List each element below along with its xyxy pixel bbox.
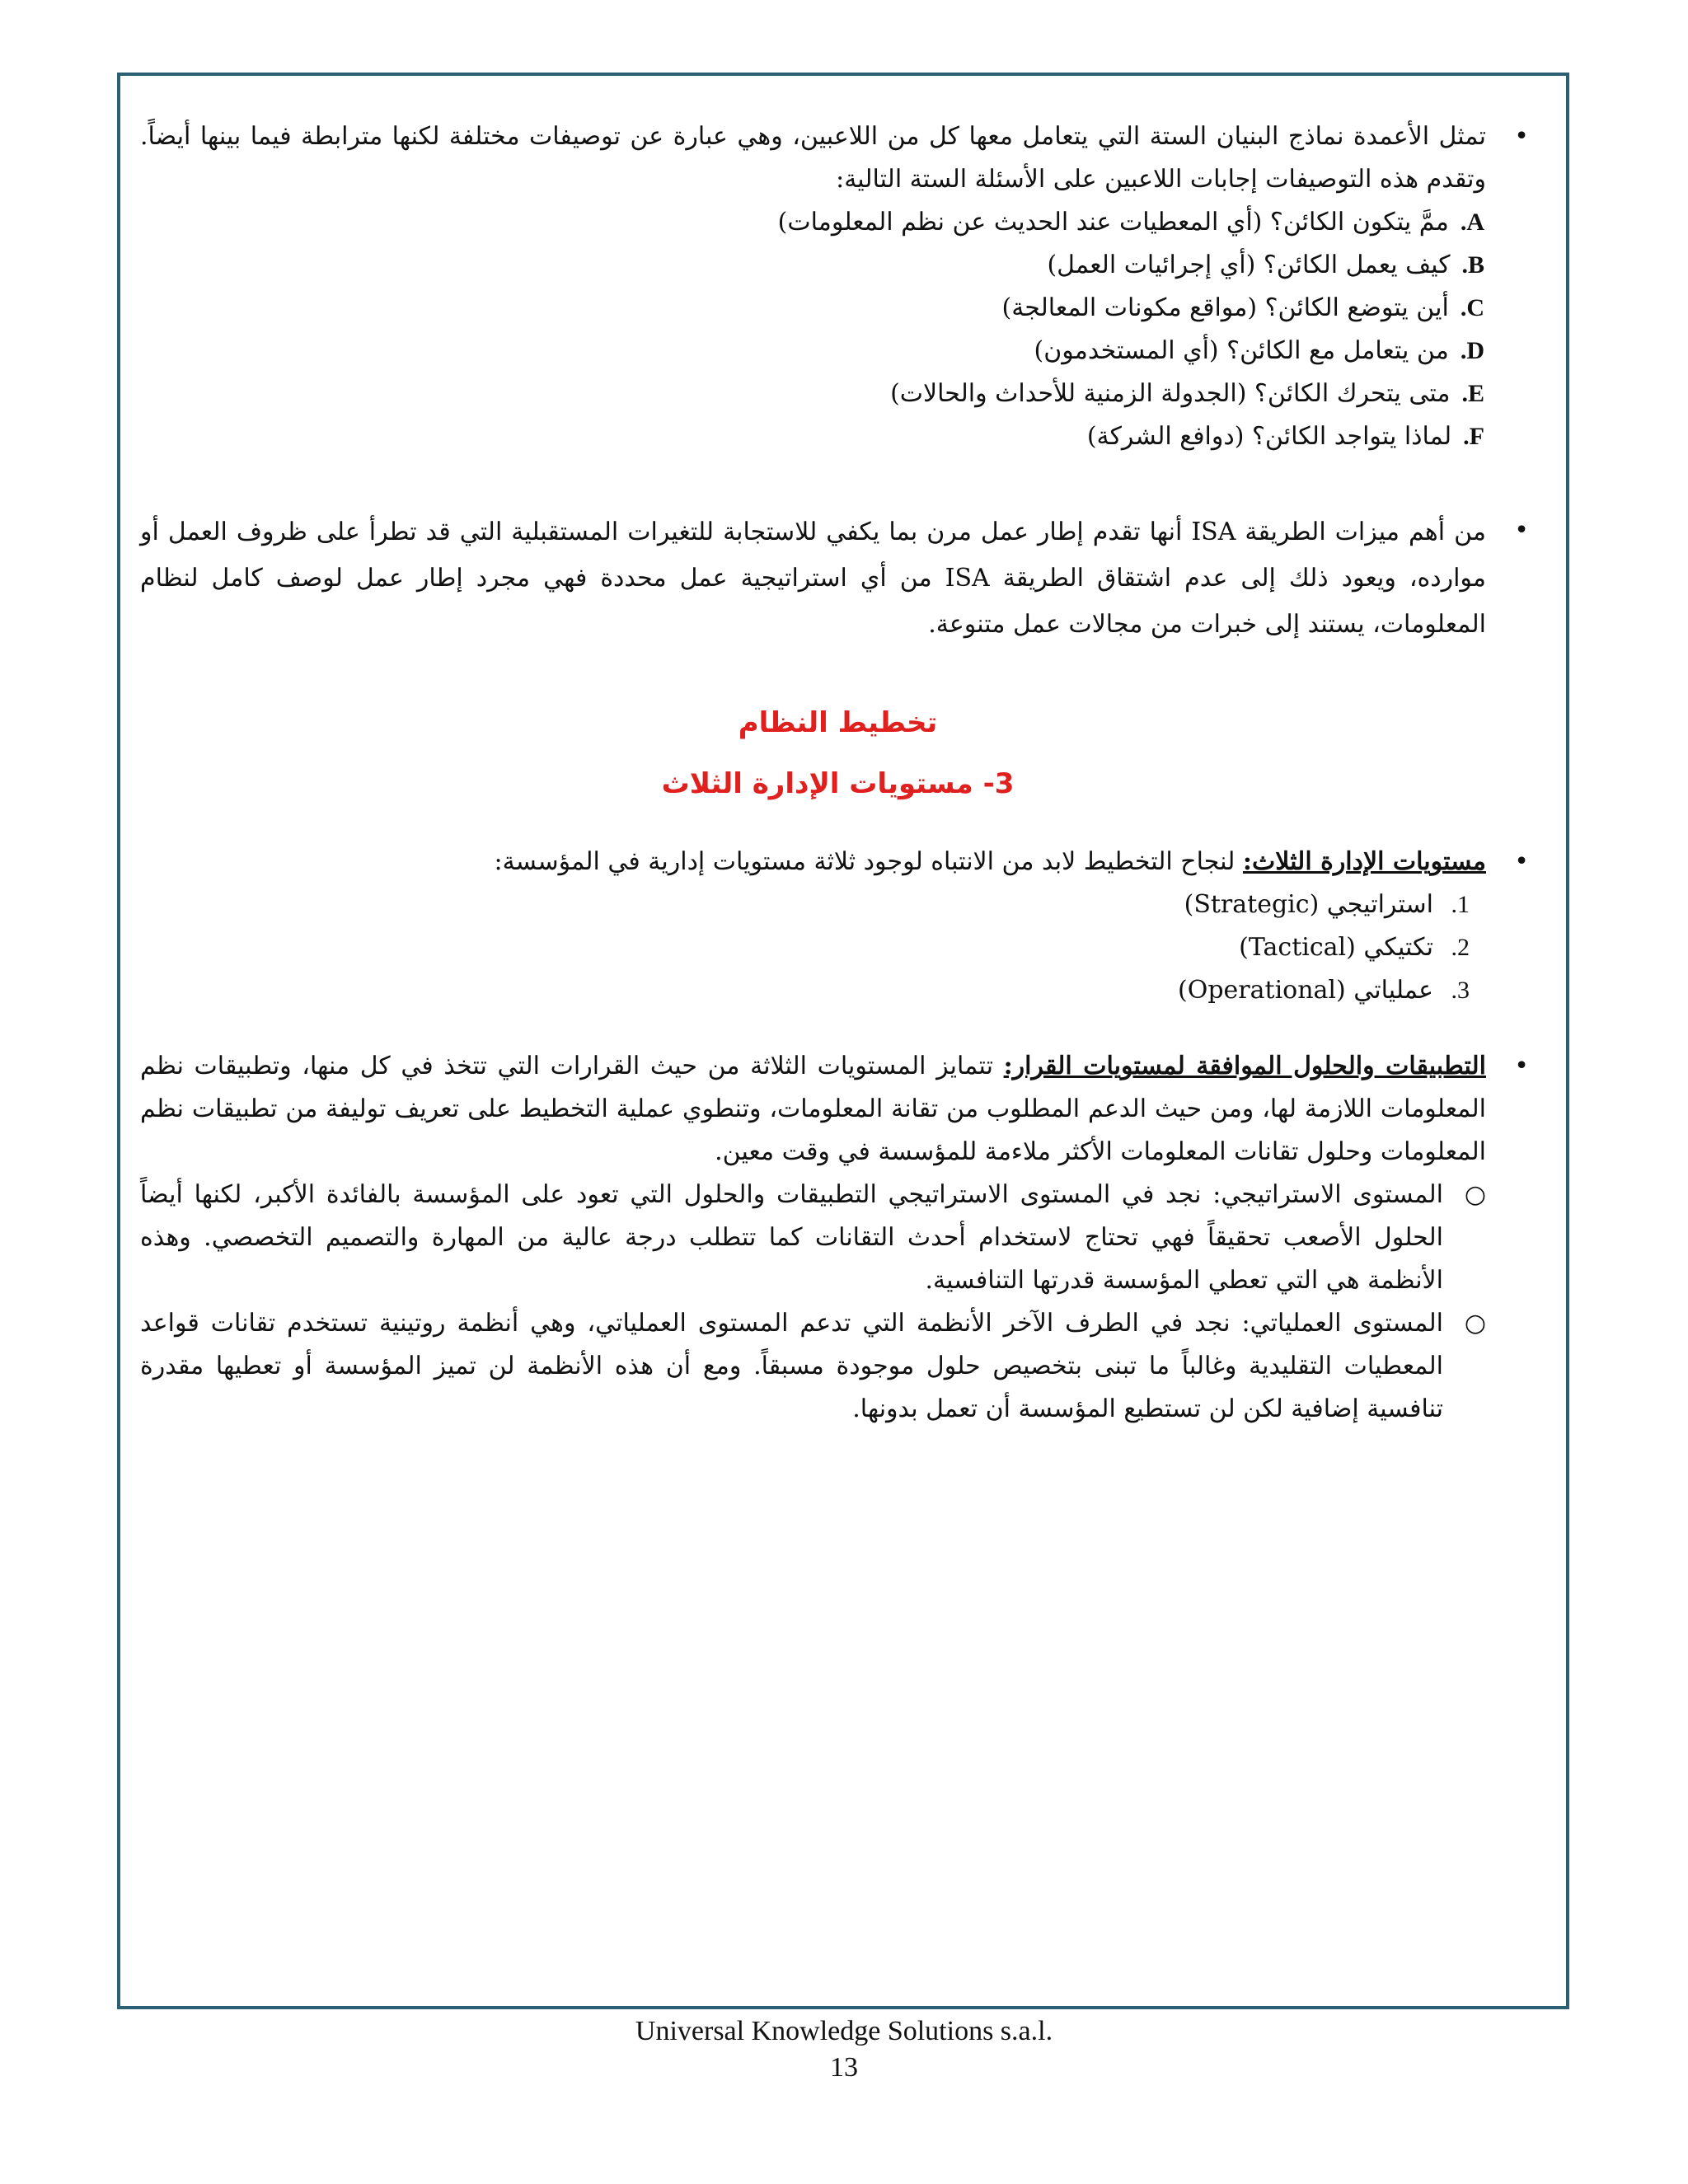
footer-company: Universal Knowledge Solutions s.a.l. <box>635 2016 1053 2046</box>
circle-bullet-icon: ○ <box>1464 1180 1486 1209</box>
bullet-management-levels <box>140 841 1536 1012</box>
management-levels-lead: مستويات الإدارة الثلاث: <box>1242 847 1486 876</box>
bullet-dot-icon: • <box>1514 847 1529 876</box>
applications-solutions-lead: التطبيقات والحلول الموافقة لمستويات القرار: <box>1003 1052 1486 1080</box>
list-item: D. من يتعامل مع الكائن؟ (أي المستخدمون) <box>1034 336 1484 365</box>
section-heading: تخطيط النظام <box>738 706 938 739</box>
bullet-dot-icon: • <box>1514 516 1529 545</box>
bullet-columns-intro <box>140 115 1536 458</box>
bullet-dot-icon: • <box>1514 122 1529 151</box>
columns-intro-text: تمثل الأعمدة نماذج البنيان الستة التي يتعامل معها كل من اللاعبين، وهي عبارة عن توصيفات مختلفة لكنها مترابطة فيما بينها أيضاً. وتقدم هذه التوصيفات إجابات اللاعبين على الأسئلة الستة التالية: <box>140 122 1486 194</box>
circle-bullet-icon: ○ <box>1464 1309 1486 1338</box>
bullet-dot-icon: • <box>1514 1052 1529 1080</box>
list-item: 3. عملياتي (Operational) <box>1178 976 1470 1005</box>
list-item: ○ المستوى الاستراتيجي: نجد في المستوى الاستراتيجي التطبيقات والحلول التي تعود على المؤسسة بالفائدة الأكبر، لكنها أيضاً الحلول الأصعب تحقيقاً فهي تحتاج لاستخدام أحدث التقانات كما تتطلب درجة عالية من المهارة والتصميم التخصصي. وهذه الأنظمة هي التي تعطي المؤسسة قدرتها التنافسية. <box>140 1174 1486 1302</box>
bullet-isa-features <box>140 509 1536 648</box>
page-number: 13 <box>830 2052 858 2083</box>
management-levels-list <box>140 883 1486 1012</box>
applications-solutions-text: التطبيقات والحلول الموافقة لمستويات القرار: تتمايز المستويات الثلاثة من حيث القرارات التي تتخذ في كل منها، وتطبيقات نظم المعلومات اللازمة لها، ومن حيث الدعم المطلوب من تقانة المعلومات، وتنطوي عملية التخطيط على تعريف توليفة من تطبيقات نظم المعلومات وحلول تقانات المعلومات الأكثر ملاءمة للمؤسسة في وقت معين. <box>140 1052 1486 1166</box>
document-body <box>140 115 1536 1431</box>
list-item: ○ المستوى العملياتي: نجد في الطرف الآخر الأنظمة التي تدعم المستوى العملياتي، وهي أنظمة روتينية تستخدم تقانات قواعد المعطيات التقليدية وغالباً ما تبنى بتخصيص حلول موجودة مسبقاً. ومع أن هذه الأنظمة لن تميز المؤسسة أو تعطيها مقدرة تنافسية إضافية لكن لن تستطيع المؤسسة أن تعمل بدونها. <box>140 1302 1486 1431</box>
list-item: B. كيف يعمل الكائن؟ (أي إجرائيات العمل) <box>1047 251 1484 279</box>
list-item: E. متى يتحرك الكائن؟ (الجدولة الزمنية للأحداث والحالات) <box>890 379 1484 408</box>
bullet-applications-solutions <box>140 1045 1536 1431</box>
six-questions-list <box>140 201 1486 458</box>
list-item: 2. تكتيكي (Tactical) <box>1239 933 1470 962</box>
section-subheading: 3- مستويات الإدارة الثلاث <box>661 767 1015 800</box>
list-item: A. ممَّ يتكون الكائن؟ (أي المعطيات عند الحديث عن نظم المعلومات) <box>777 208 1484 237</box>
list-item: 1. استراتيجي (Strategic) <box>1184 890 1470 919</box>
management-levels-text: مستويات الإدارة الثلاث: لنجاح التخطيط لابد من الانتباه لوجود ثلاثة مستويات إدارية في المؤسسة: <box>494 847 1486 876</box>
list-item: C. أين يتوضع الكائن؟ (مواقع مكونات المعالجة) <box>1001 293 1484 322</box>
list-item: F. لماذا يتواجد الكائن؟ (دوافع الشركة) <box>1086 422 1484 451</box>
isa-features-text: من أهم ميزات الطريقة ISA أنها تقدم إطار عمل مرن بما يكفي للاستجابة للتغيرات المستقبلية التي قد تطرأ على ظروف العمل أو موارده، ويعود ذلك إلى عدم اشتقاق الطريقة ISA من أي استراتيجية عمل محددة فهي مجرد إطار عمل لوصف كامل لنظام المعلومات، يستند إلى خبرات من مجالات عمل متنوعة. <box>140 518 1487 639</box>
